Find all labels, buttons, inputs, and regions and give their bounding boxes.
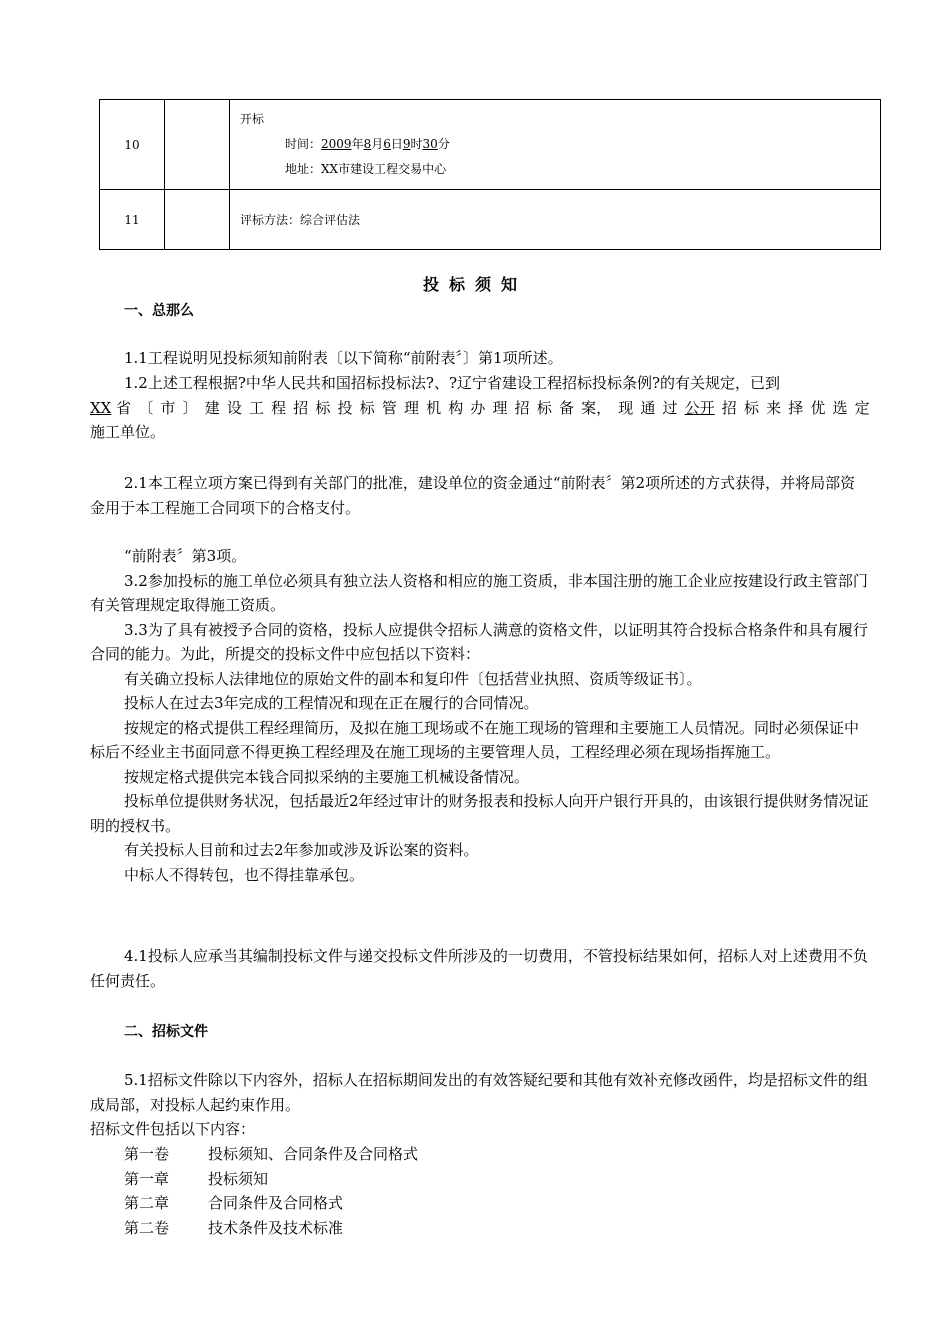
contents-list: [124, 1142, 418, 1240]
front-table: [99, 99, 881, 250]
paragraph-1-2: 1.2上述工程根据?中华人民共和国招标投标法?、?辽宁省建设工程招标投标条例?的有关规定，已到 XX 省 〔 市 〕 建 设 工 程 招 标 投 标 管 理 机 构 办 理 招 标 备 案， 现 通 过 公开 招 标 来 择 优 选 定 施工单位。: [90, 374, 870, 441]
row-content: [230, 100, 881, 190]
paragraph-1-1: 1.1工程说明见投标须知前附表〔以下简称“前附表〞〕第1项所述。: [124, 349, 563, 367]
section-heading-tender-docs: 二、招标文件: [124, 1024, 208, 1040]
list-item: 第二章 合同条件及合同格式: [124, 1194, 344, 1212]
list-item: 第一卷 投标须知、合同条件及合同格式: [124, 1145, 419, 1163]
paragraph-2-1: 2.1本工程立项方案已得到有关部门的批准，建设单位的资金通过“前附表〞第2项所述的方式获得，并将局部资金用于本工程施工合同项下的合格支付。: [90, 474, 856, 517]
page-title: 投标须知: [422, 275, 527, 294]
list-item: 第一章 投标须知: [124, 1169, 269, 1188]
bid-opening-time: 时间：2009年8月6日9时30分: [285, 137, 450, 151]
table-row: [100, 190, 881, 250]
empty-cell: [165, 100, 230, 190]
empty-cell: [165, 190, 230, 250]
table-row: [100, 100, 881, 190]
paragraph-4-1: 4.1投标人应承当其编制投标文件与递交投标文件所涉及的一切费用，不管投标结果如何，招标人对上述费用不负任何责任。: [90, 947, 868, 990]
row-number: 10: [100, 100, 165, 190]
row-number: 11: [100, 190, 165, 250]
bid-opening-heading: 开标: [240, 112, 265, 126]
paragraph-5-1: 5.1招标文件除以下内容外，招标人在招标期间发出的有效答疑纪要和其他有效补充修改函件，均是招标文件的组成局部，对投标人起约束作用。 招标文件包括以下内容：: [90, 1071, 868, 1138]
evaluation-method: 评标方法：综合评估法: [230, 190, 881, 250]
list-item: 第二卷 技术条件及技术标准: [124, 1218, 344, 1237]
paragraph-3: “前附表〞第3项。 3.2参加投标的施工单位必须具有独立法人资格和相应的施工资质，非本国注册的施工企业应按建设行政主管部门有关管理规定取得施工资质。 3.3为了具有被授予合同的资格，投标人应提供令招标人满意的资格文件，以证明其符合投标合格条件和具有履行合同的能力。为此，所提交的投标文件中应包括以下资料： 有关确立投标人法律地位的原始文件的副本和复印件〔包括营业执照、资质等级证书〕。 投标人在过去3年完成的工程情况和现在正在履行的合同情况。 按规定的格式提供工程经理简历，及拟在施工现场或不在施工现场的管理和主要施工人员情况。同时必须保证中标后不经业主书面同意不得更换工程经理及在施工现场的主要管理人员，工程经理必须在现场指挥施工。 按规定格式提供完本钱合同拟采纳的主要施工机械设备情况。 投标单位提供财务状况，包括最近2年经过审计的财务报表和投标人向开户银行开具的，由该银行提供财务情况证明的授权书。 有关投标人目前和过去2年参加或涉及诉讼案的资料。 中标人不得转包，也不得挂靠承包。: [90, 547, 869, 884]
justified-line: XX 省 〔 市 〕 建 设 工 程 招 标 投 标 管 理 机 构 办 理 招 标 备 案， 现 通 过 公开 招 标 来 择 优 选 定: [90, 398, 870, 417]
bid-opening-address: 地址：XX市建设工程交易中心: [285, 162, 447, 176]
section-heading-general: 一、总那么: [124, 303, 194, 319]
